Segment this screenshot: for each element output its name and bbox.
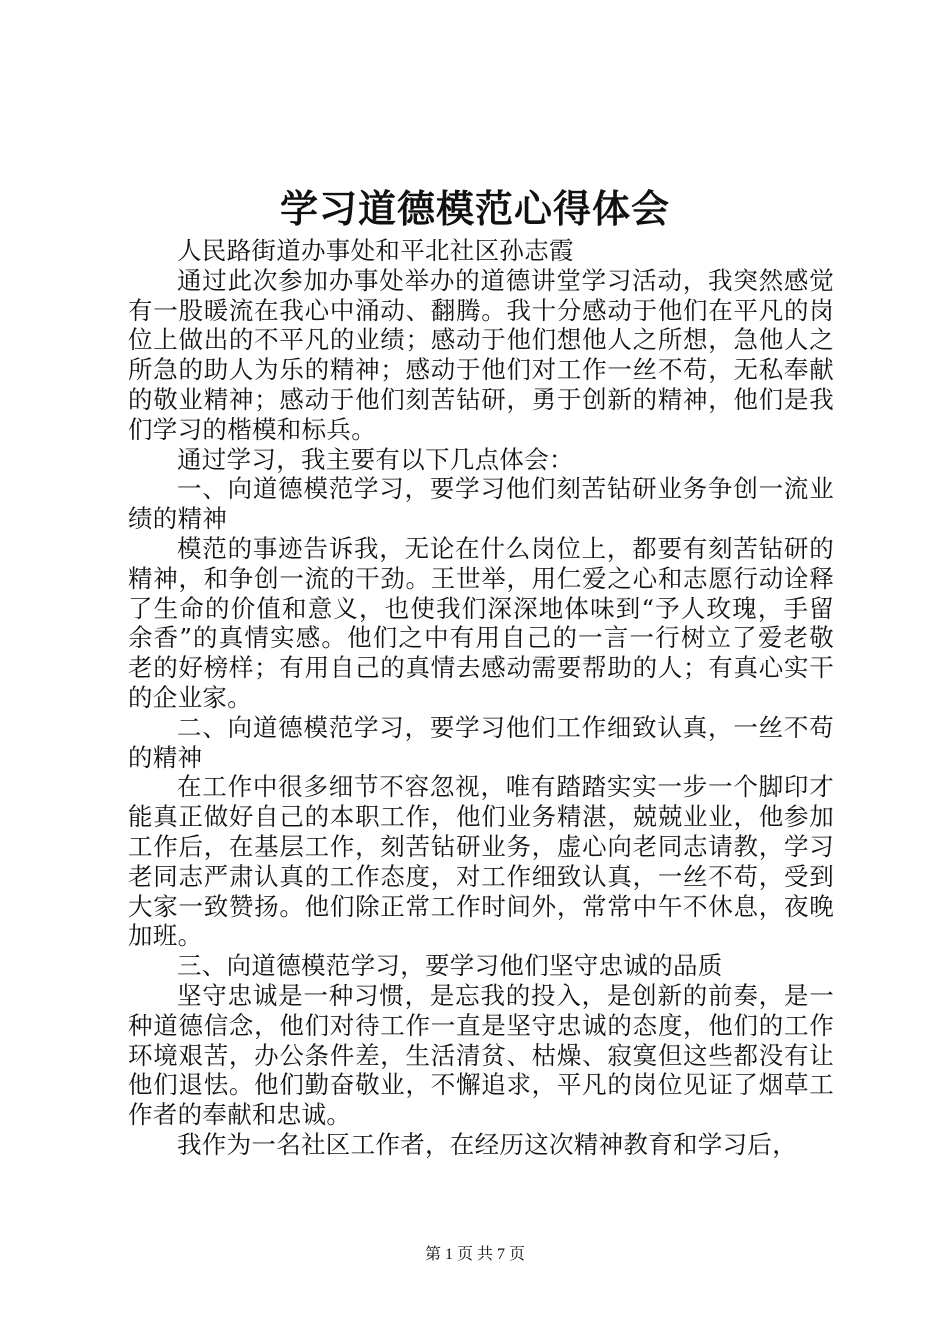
section-heading-2: 二、向道德模范学习，要学习他们工作细致认真，一丝不苟的精神 xyxy=(128,712,834,772)
page-indicator: 第 1 页 共 7 页 xyxy=(424,1246,525,1263)
section-paragraph-1: 模范的事迹告诉我，无论在什么岗位上，都要有刻苦钻研的精神，和争创一流的干劲。王世举，用仁爱之心和志愿行动诠释了生命的价值和意义，也使我们深深地体味到“予人玫瑰，手留余香”的真情实感。他们之中有用自己的一言一行树立了爱老敬老的好榜样；有用自己的真情去感动需要帮助的人；有真心实干的企业家。 xyxy=(128,533,834,712)
section-paragraph-3: 坚守忠诚是一种习惯，是忘我的投入，是创新的前奏，是一种道德信念，他们对待工作一直是坚守忠诚的态度，他们的工作环境艰苦，办公条件差，生活清贫、枯燥、寂寞但这些都没有让他们退怯。他们勤奋敬业，不懈追求，平凡的岗位见证了烟草工作者的奉献和忠诚。 xyxy=(128,980,834,1130)
document-body xyxy=(128,236,834,1160)
summary-lead: 通过学习，我主要有以下几点体会： xyxy=(177,444,574,474)
intro-paragraph: 通过此次参加办事处举办的道德讲堂学习活动，我突然感觉有一股暖流在我心中涌动、翻腾。我十分感动于他们在平凡的岗位上做出的不平凡的业绩；感动于他们想他人之所想，急他人之所急的助人为乐的精神；感动于他们对工作一丝不苟，无私奉献的敬业精神；感动于他们刻苦钻研，勇于创新的精神，他们是我们学习的楷模和标兵。 xyxy=(128,265,834,444)
author-line: 人民路街道办事处和平北社区孙志霞 xyxy=(177,236,574,265)
section-paragraph-2: 在工作中很多细节不容忽视，唯有踏踏实实一步一个脚印才能真正做好自己的本职工作，他们业务精湛，兢兢业业，他参加工作后，在基层工作，刻苦钻研业务，虚心向老同志请教，学习老同志严肃认真的工作态度，对工作细致认真，一丝不苟，受到大家一致赞扬。他们除正常工作时间外，常常中午不休息，夜晚加班。 xyxy=(128,772,834,951)
page-footer xyxy=(0,1244,950,1266)
document-title: 学习道德模范心得体会 xyxy=(279,186,670,231)
closing-paragraph: 我作为一名社区工作者，在经历这次精神教育和学习后， xyxy=(177,1129,797,1159)
section-heading-3: 三、向道德模范学习，要学习他们坚守忠诚的品质 xyxy=(177,951,723,981)
section-heading-1: 一、向道德模范学习，要学习他们刻苦钻研业务争创一流业绩的精神 xyxy=(128,474,834,534)
